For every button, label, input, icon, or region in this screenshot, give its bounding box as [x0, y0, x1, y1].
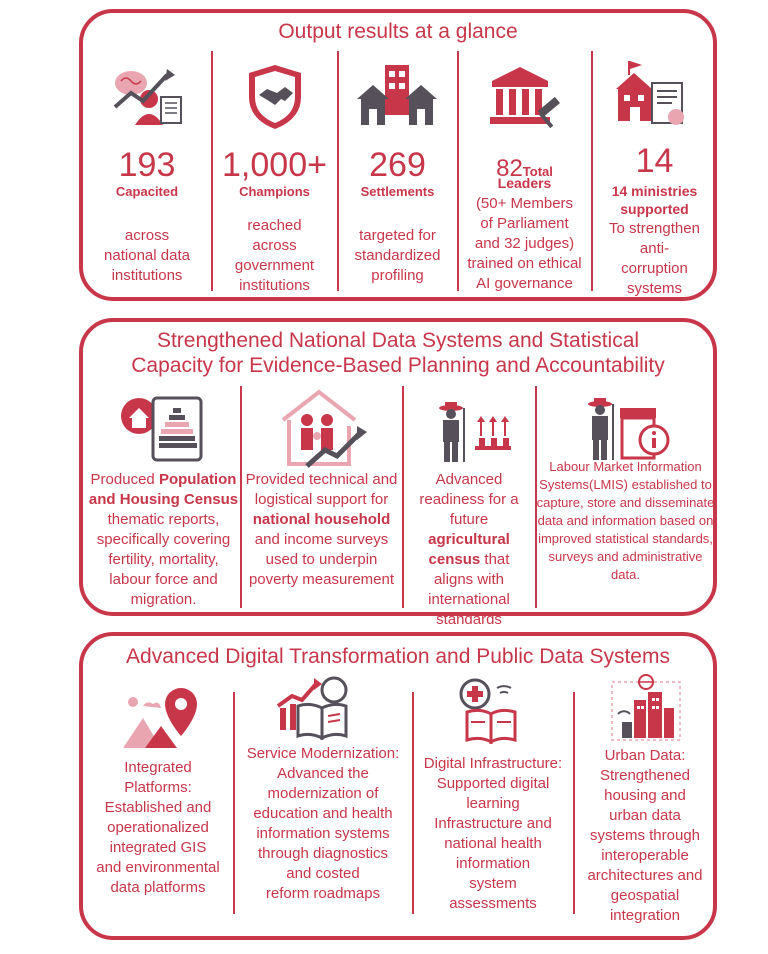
output-item [212, 13, 337, 303]
output-item [458, 13, 591, 303]
item-description: Urban Data: Strengthened housing and urban data systems through interoperable architectures and geospatial integration [587, 747, 703, 924]
stat-label: Settlements [360, 184, 435, 199]
desc-post: that aligns with international standards [428, 551, 510, 628]
item-description [409, 470, 529, 630]
digital-transformation-panel [79, 632, 717, 940]
data-system-item [241, 322, 402, 612]
settlement-houses-icon [355, 61, 439, 129]
item-description: Integrated Platforms: Established and operationalized integrated GIS and environmental data platforms [96, 759, 220, 896]
courthouse-gavel-icon [488, 63, 566, 131]
stat-label: Capacited [115, 184, 179, 199]
stat-description: across national data institutions [104, 227, 190, 284]
stat-description: (50+ Members of Parliament and 32 judges) trained on ethical AI governance [467, 195, 582, 292]
stat-label: Champions [239, 184, 310, 199]
farmer-crops-icon [437, 402, 513, 464]
data-system-item [409, 322, 529, 628]
ministry-document-icon [614, 59, 694, 131]
stat-description: targeted for standardized profiling [354, 227, 441, 284]
desc-bold: Population and Housing Census [88, 471, 239, 508]
worker-market-info-icon [586, 398, 670, 462]
output-item [592, 13, 717, 303]
smart-city-icon [610, 674, 682, 742]
desc-post: thematic reports, specifically covering fertility, mortality, labour force and migration. [96, 511, 231, 608]
census-pyramid-scroll-icon [119, 392, 211, 466]
divider [402, 386, 404, 608]
growth-book-icon [274, 676, 358, 740]
data-systems-panel [79, 318, 717, 628]
panel-title: Advanced Digital Transformation and Public Data Systems [126, 645, 670, 668]
desc-pre: Labour Market Information Systems(LMIS) established to capture, store and disseminate data and information based on improved statistical standards, surveys and administrative data. [536, 459, 715, 582]
stat-description: To strengthen anti- corruption systems [609, 220, 700, 297]
panel-title: Strengthened National Data Systems and Statistical Capacity for Evidence-Based Planning and Accountability [131, 329, 665, 377]
stat-number-value: 82 [496, 155, 523, 182]
desc-post: and income surveys used to underpin poverty measurement [248, 531, 395, 588]
output-item [83, 13, 211, 303]
stat-label: 14 ministries supported [611, 183, 698, 217]
stat-label: Leaders [497, 175, 552, 191]
desc-bold: agricultural census [428, 531, 510, 568]
item-description [87, 470, 240, 610]
stat-number-suffix: Total [522, 164, 553, 179]
desc-bold: national household [252, 511, 391, 528]
output-item [338, 13, 457, 303]
digital-item [83, 636, 233, 936]
health-digital-book-icon [457, 678, 527, 744]
data-system-item [536, 322, 715, 612]
stat-number: 193 [118, 146, 176, 184]
item-description: Digital Infrastructure: Supported digital learning Infrastructure and national health information system assessments [423, 755, 563, 912]
brain-growth-certificate-icon [109, 63, 189, 133]
digital-item [574, 636, 716, 936]
data-system-item [83, 322, 240, 612]
item-description [241, 470, 402, 590]
stat-description: reached across government institutions [234, 217, 315, 294]
desc-pre: Provided technical and logistical support for [245, 471, 398, 508]
output-results-panel [79, 9, 717, 301]
desc-pre: Produced [90, 471, 159, 488]
desc-pre: Advanced readiness for a future [419, 471, 519, 528]
digital-item [234, 636, 412, 936]
stat-number: 269 [369, 146, 426, 184]
item-description: Service Modernization: Advanced the modernization of education and health information systems through diagnostics and costed reform roadmaps [246, 745, 400, 902]
digital-item [413, 636, 573, 936]
stat-number: 1,000+ [222, 146, 327, 184]
handshake-shield-icon [245, 63, 305, 131]
household-growth-icon [277, 386, 367, 472]
map-pin-mountains-icon [121, 686, 201, 750]
stat-number: 14 [635, 142, 674, 180]
item-description [536, 458, 715, 584]
panel-title: Output results at a glance [278, 20, 518, 43]
